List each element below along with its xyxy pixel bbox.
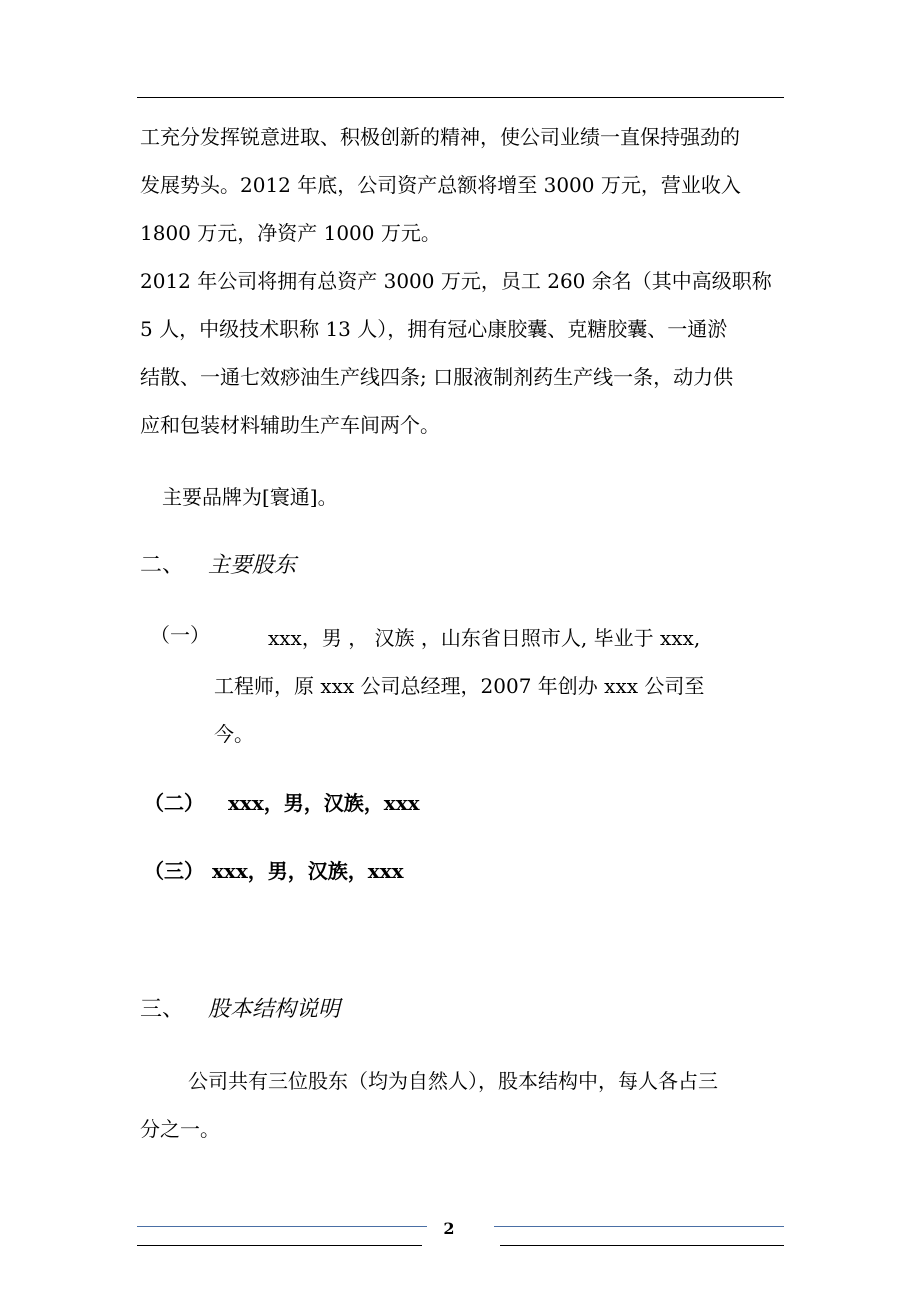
- para1-line-1: 工充分发挥锐意进取、积极创新的精神，使公司业绩一直保持强劲的: [140, 125, 740, 149]
- footer-rule-right-bottom: [500, 1245, 784, 1246]
- section3-number: 三、: [140, 997, 185, 1022]
- item3-marker: （三）: [144, 859, 204, 883]
- section2-title: 主要股东: [208, 553, 297, 578]
- section3-line-2: 分之一。: [140, 1117, 220, 1141]
- footer-rule-left-top: [137, 1226, 427, 1227]
- section3-line-1: 公司共有三位股东（均为自然人），股本结构中，每人各占三: [188, 1069, 718, 1093]
- para2-line-1: 2012 年公司将拥有总资产 3000 万元，员工 260 余名（其中高级职称: [140, 269, 772, 293]
- section2-heading: [140, 552, 296, 580]
- para2-line-4: 应和包装材料辅助生产车间两个。: [140, 413, 440, 437]
- item1-marker: （一）: [150, 623, 210, 647]
- para1-line-2: 发展势头。2012 年底，公司资产总额将增至 3000 万元，营业收入: [140, 173, 741, 197]
- item2-text: xxx，男，汉族，xxx: [228, 791, 420, 815]
- item1-line-3: 今。: [214, 722, 254, 746]
- footer-rule-left-bottom: [137, 1245, 422, 1246]
- para2-line-2: 5 人，中级技术职称 13 人），拥有冠心康胶囊、克糖胶囊、一通淤: [140, 317, 728, 341]
- footer-rule-right-top: [494, 1226, 784, 1227]
- section3-heading: [140, 996, 340, 1024]
- page-number: 2: [443, 1219, 455, 1238]
- item1-line-1: xxx，男 ， 汉族 ，山东省日照市人, 毕业于 xxx,: [268, 626, 701, 650]
- item1-line-2: 工程师，原 xxx 公司总经理，2007 年创办 xxx 公司至: [214, 674, 705, 698]
- section2-number: 二、: [140, 553, 185, 578]
- item3-text: xxx，男，汉族，xxx: [212, 859, 404, 883]
- header-rule: [137, 97, 784, 98]
- para2-line-3: 结散、一通七效痧油生产线四条; 口服液制剂药生产线一条，动力供: [140, 365, 734, 389]
- para1-line-3: 1800 万元，净资产 1000 万元。: [140, 221, 441, 245]
- section3-title: 股本结构说明: [208, 997, 341, 1022]
- brand-line: 主要品牌为[寰通]。: [162, 485, 338, 509]
- item2-marker: （二）: [144, 791, 204, 815]
